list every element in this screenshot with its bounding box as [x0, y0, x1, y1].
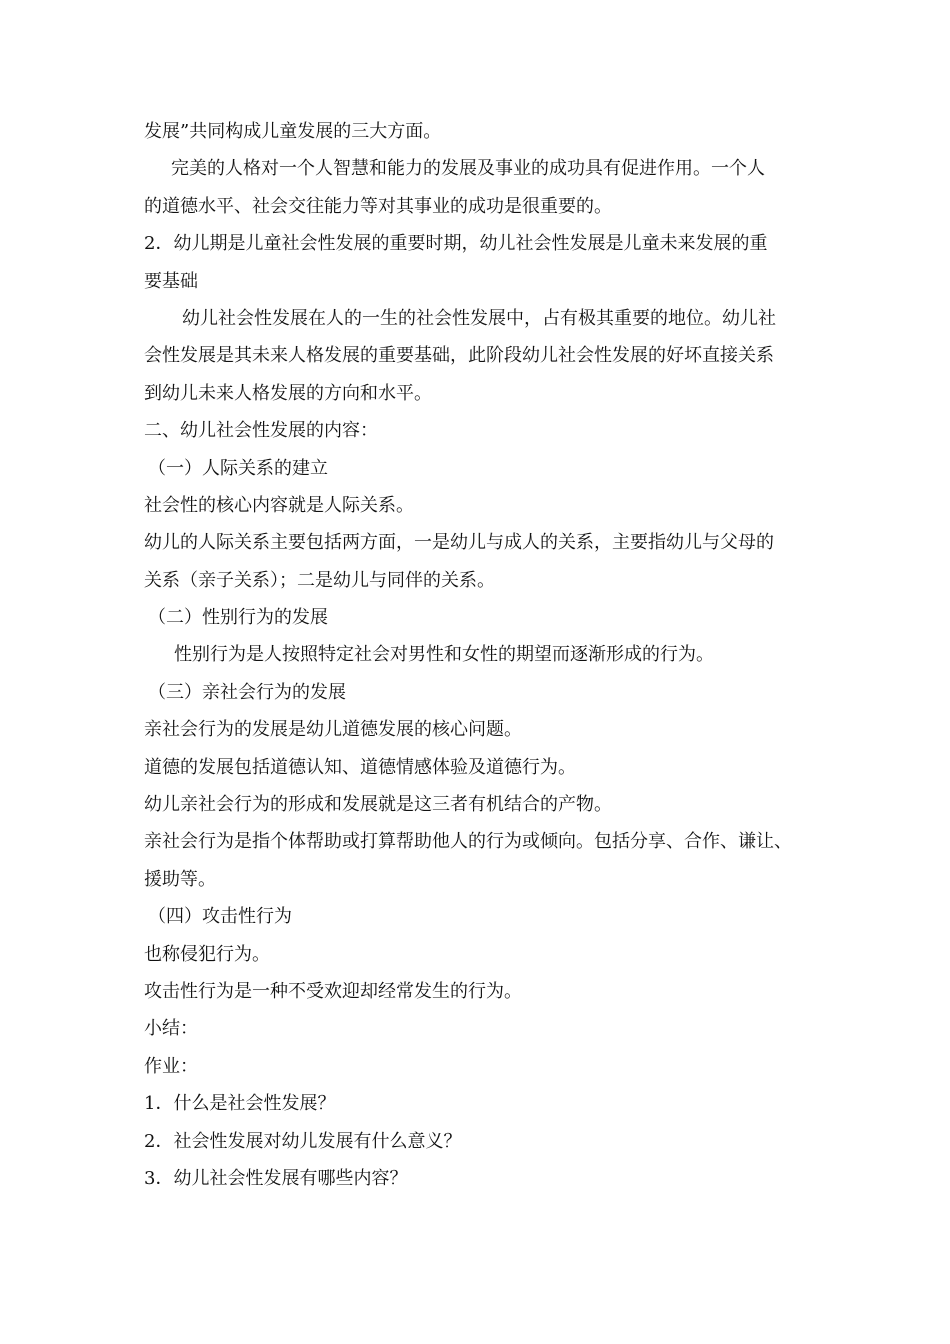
text-line: 到幼儿未来人格发展的方向和水平。 — [144, 382, 432, 404]
text-line: 的道德水平、社会交往能力等对其事业的成功是很重要的。 — [144, 195, 612, 217]
subsection-heading: （三）亲社会行为的发展 — [148, 681, 346, 703]
summary-label: 小结： — [144, 1018, 198, 1040]
homework-item: 1．什么是社会性发展？ — [144, 1093, 336, 1115]
text-line: 关系（亲子关系）；二是幼儿与同伴的关系。 — [144, 569, 495, 591]
text-line: 亲社会行为是指个体帮助或打算帮助他人的行为或倾向。包括分享、合作、谦让、 — [144, 831, 792, 853]
text-line: 攻击性行为是一种不受欢迎却经常发生的行为。 — [144, 980, 522, 1002]
paragraph-line: 完美的人格对一个人智慧和能力的发展及事业的成功具有促进作用。一个人 — [171, 158, 765, 180]
text-line: 发展”共同构成儿童发展的三大方面。 — [144, 121, 442, 142]
text-line: 道德的发展包括道德认知、道德情感体验及道德行为。 — [144, 756, 576, 778]
numbered-heading: 2．幼儿期是儿童社会性发展的重要时期，幼儿社会性发展是儿童未来发展的重 — [144, 233, 768, 255]
text-line: 幼儿的人际关系主要包括两方面，一是幼儿与成人的关系，主要指幼儿与父母的 — [144, 532, 774, 554]
text-line: 幼儿亲社会行为的形成和发展就是这三者有机结合的产物。 — [144, 794, 612, 816]
text-line: 会性发展是其未来人格发展的重要基础，此阶段幼儿社会性发展的好坏直接关系 — [144, 345, 774, 367]
paragraph-line: 幼儿社会性发展在人的一生的社会性发展中，占有极其重要的地位。幼儿社 — [182, 307, 776, 329]
subsection-heading: （二）性别行为的发展 — [148, 607, 328, 629]
text-line: 社会性的核心内容就是人际关系。 — [144, 494, 414, 516]
homework-label: 作业： — [144, 1055, 198, 1077]
text-line: 亲社会行为的发展是幼儿道德发展的核心问题。 — [144, 719, 522, 741]
text-line: 要基础 — [144, 270, 198, 292]
subsection-heading: （四）攻击性行为 — [148, 906, 292, 928]
document-body — [144, 113, 814, 1197]
subsection-heading: （一）人际关系的建立 — [148, 457, 328, 479]
paragraph-line: 性别行为是人按照特定社会对男性和女性的期望而逐渐形成的行为。 — [174, 644, 714, 666]
homework-item: 3．幼儿社会性发展有哪些内容？ — [144, 1167, 408, 1189]
text-line: 也称侵犯行为。 — [144, 943, 270, 965]
homework-item: 2．社会性发展对幼儿发展有什么意义？ — [144, 1130, 462, 1152]
section-heading: 二、幼儿社会性发展的内容： — [144, 420, 378, 442]
text-line: 援助等。 — [144, 868, 216, 890]
